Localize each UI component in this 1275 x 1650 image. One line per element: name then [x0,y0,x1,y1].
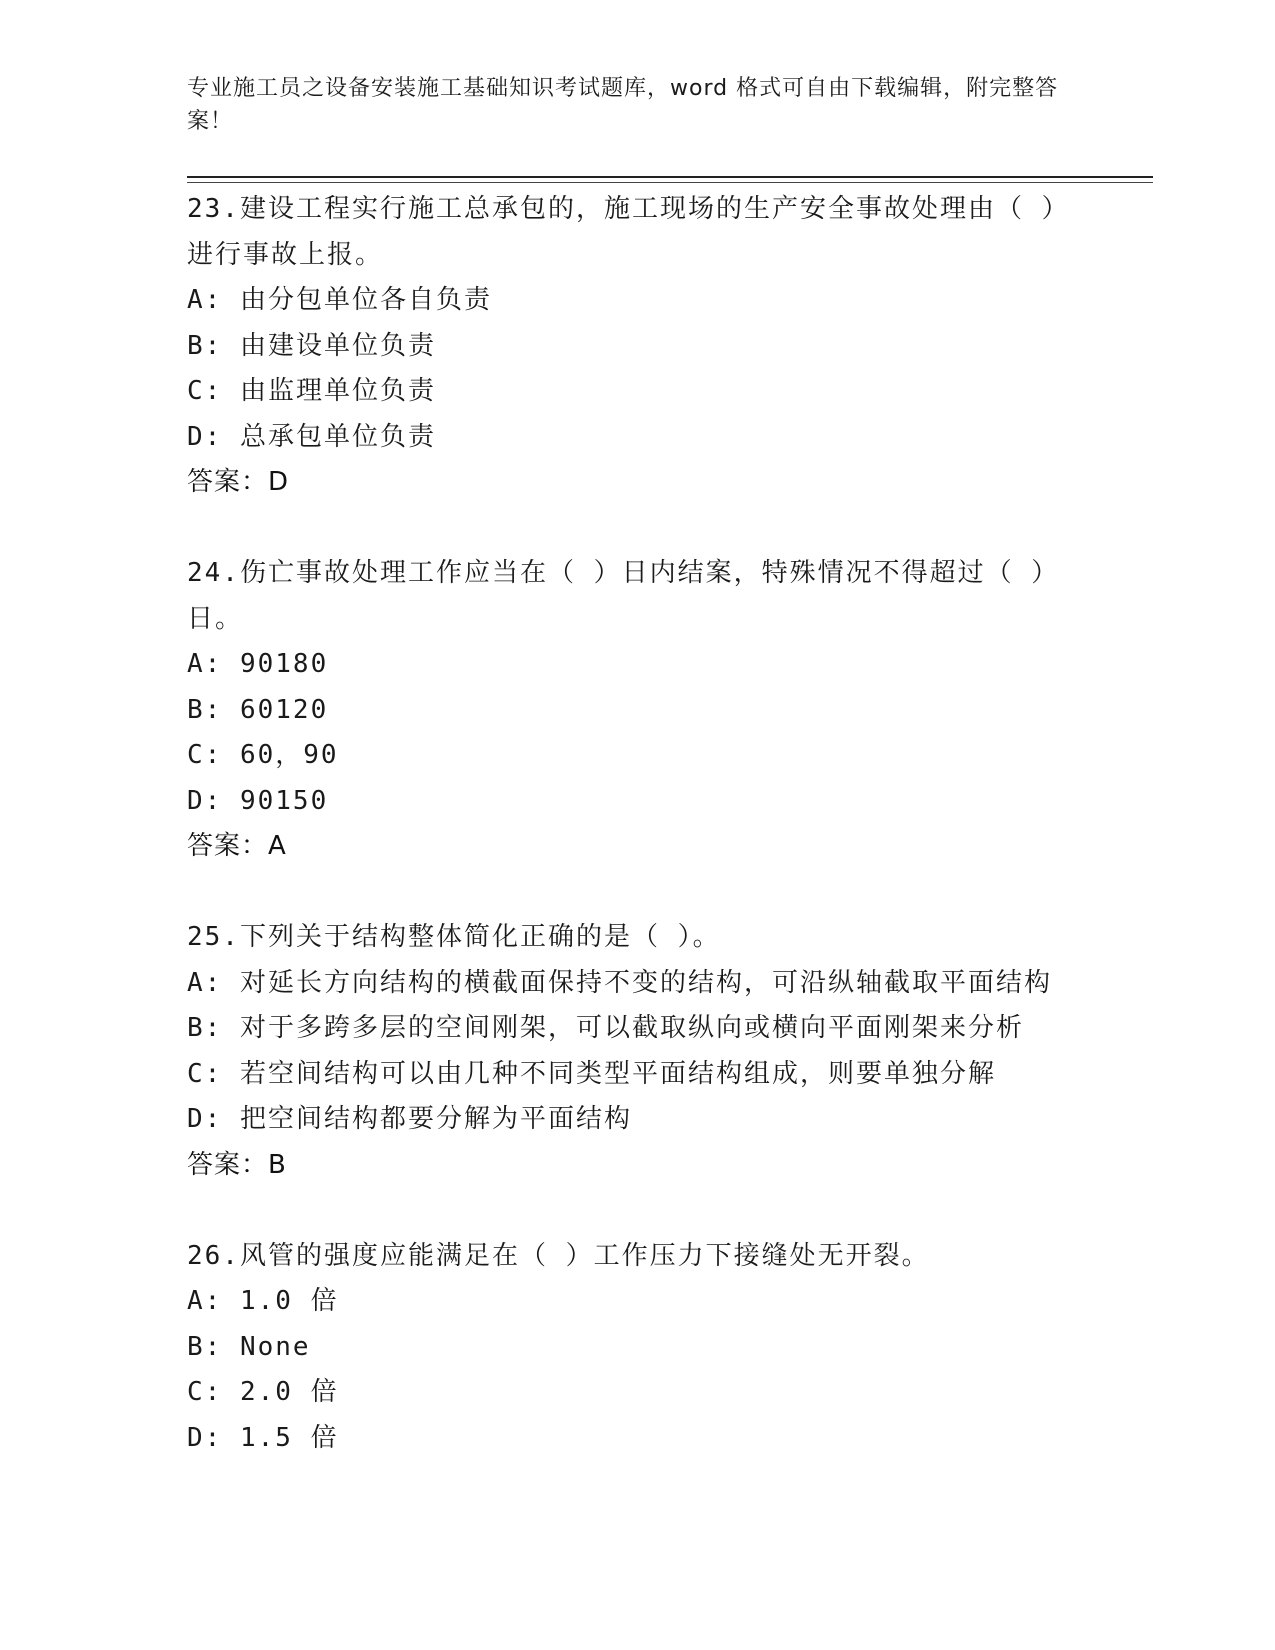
option-a: A: 1.0 倍 [187,1286,339,1316]
option-d: D: 90150 [187,785,329,816]
option-d: D: 总承包单位负责 [187,421,436,452]
header-divider-thick [187,176,1153,178]
question-24 [187,551,1087,870]
option-b: B: 60120 [187,694,329,725]
question-stem: 24.伤亡事故处理工作应当在（ ）日内结案，特殊情况不得超过（ ）日。 [187,558,1060,634]
option-b: B: 由建设单位负责 [187,330,436,361]
question-stem: 23.建设工程实行施工总承包的，施工现场的生产安全事故处理由（ ）进行事故上报。 [187,194,1070,270]
document-header: 专业施工员之设备安装施工基础知识考试题库，word 格式可自由下载编辑，附完整答案！ [187,76,1059,134]
question-stem: 25.下列关于结构整体简化正确的是（ ）。 [187,922,721,952]
option-b: B: 对于多跨多层的空间刚架，可以截取纵向或横向平面刚架来分析 [187,1013,1024,1043]
option-c: C: 2.0 倍 [187,1377,339,1407]
option-a: A: 由分包单位各自负责 [187,285,492,315]
option-d: D: 把空间结构都要分解为平面结构 [187,1104,632,1134]
question-26 [187,1234,1087,1462]
question-spacer [187,1188,1087,1234]
option-c: C: 由监理单位负责 [187,376,436,406]
question-stem: 26.风管的强度应能满足在（ ）工作压力下接缝处无开裂。 [187,1240,930,1271]
option-a: A: 对延长方向结构的横截面保持不变的结构，可沿纵轴截取平面结构 [187,967,1052,998]
answer-line: 答案：D [187,467,290,497]
answer-line: 答案：A [187,831,287,861]
option-b: B: None [187,1331,311,1362]
question-list [187,187,1087,1461]
header-divider-thin [187,182,1153,183]
question-23 [187,187,1087,506]
option-d: D: 1.5 倍 [187,1422,339,1453]
question-spacer [187,506,1087,552]
question-25 [187,915,1087,1188]
option-c: C: 60，90 [187,740,339,770]
option-c: C: 若空间结构可以由几种不同类型平面结构组成，则要单独分解 [187,1058,996,1089]
option-a: A: 90180 [187,649,329,679]
question-spacer [187,870,1087,916]
answer-line: 答案：B [187,1149,287,1180]
